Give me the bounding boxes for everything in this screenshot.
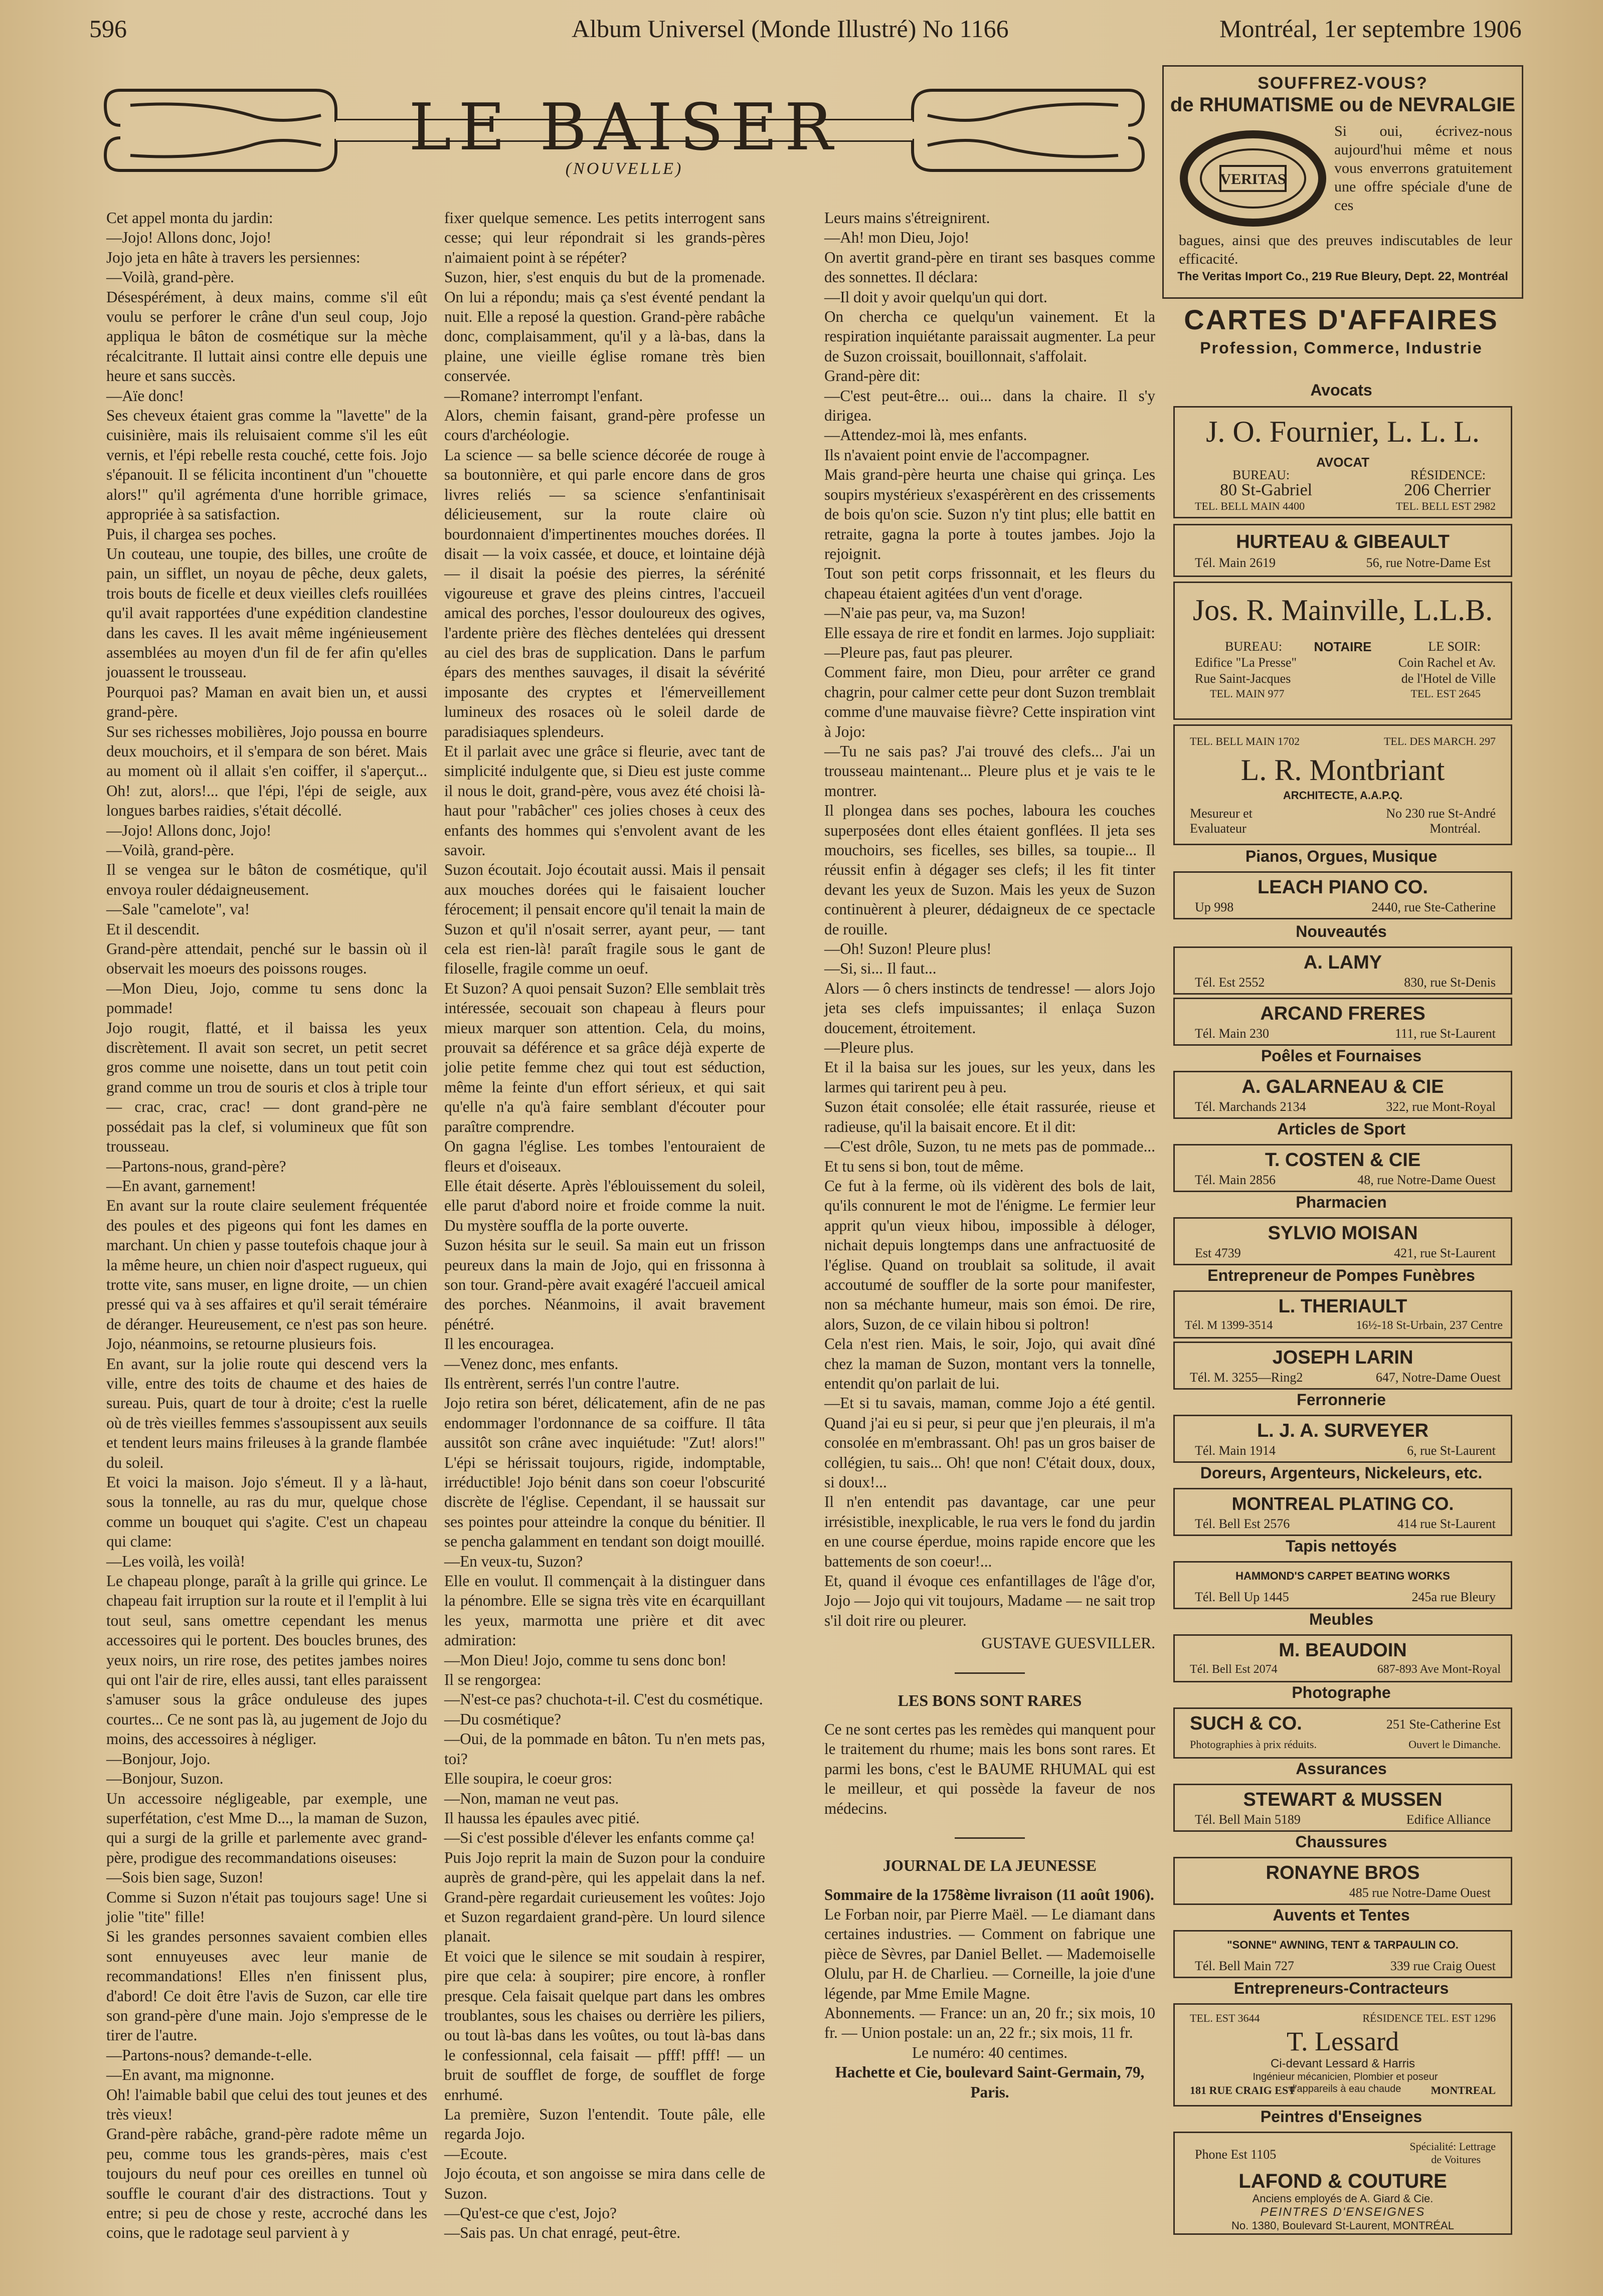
story-paragraph: Ils entrèrent, serrés l'un contre l'autre. [444, 1374, 680, 1392]
story-paragraph: Et Suzon? A quoi pensait Suzon? Elle semblait très intéressée, secouait son chapeau à fleurs pour mieux marquer son attention. Cela, du moins, prouvait sa déférence et sa grâce déjà experte de jolie petite femme chez qui tout est séduction, même la feinte d'un effort sérieux, et qui sait qu'elle n'a qu'à faire semblant d'écouter pour paraître comprendre. [444, 979, 765, 1135]
story-paragraph: Grand-père rabâche, grand-père radote même un peu, comme tous les grands-pères, mais c'est toujours du neuf pour ces oreilles en tunnel où souffle le courant d'air des distractions. Tout y entre; si peu de chose y reste, accroché dans les coins, que le radotage seul parvient à y [106, 2125, 427, 2242]
story-paragraph: Tout son petit corps frissonnait, et les fleurs du chapeau étaient agitées d'un vent d'orage. [824, 564, 1155, 602]
lamy-phone: Tél. Est 2552 [1195, 975, 1265, 990]
ad-lessard [1173, 2003, 1512, 2107]
fournier-name: J. O. Fournier, L. L. L. [1206, 415, 1480, 448]
story-paragraph: —Venez donc, mes enfants. [444, 1355, 619, 1373]
fournier-bureau-address: 80 St-Gabriel [1220, 481, 1313, 499]
story-paragraph: —Mon Dieu, Jojo, comme tu sens donc la pommade! [106, 979, 427, 1017]
category-photographe: Photographe [1292, 1683, 1391, 1701]
category-peintres: Peintres d'Enseignes [1260, 2108, 1422, 2126]
lafond-trade: PEINTRES D'ENSEIGNES [1260, 2205, 1426, 2219]
surveyer-phone: Tél. Main 1914 [1195, 1443, 1276, 1458]
journal-title: JOURNAL DE LA JEUNESSE [883, 1856, 1097, 1875]
story-paragraph: —N'aie pas peur, va, ma Suzon! [824, 604, 1026, 622]
story-paragraph: On avertit grand-père en tirant ses basques comme des sonnettes. Il déclara: [824, 248, 1155, 286]
lessard-name: T. Lessard [1287, 2026, 1399, 2056]
story-paragraph: Ses cheveux étaient gras comme la "lavette" de la cuisinière, mais ils reluisaient comme s'il les eût vernis, et l'épi rebelle resta couché, cette fois. Jojo s'épanouit. Il se félicita incontinent d'un "chouette alors!" qu'il agrémenta d'une horrible grimace, appropriée à sa satisfaction. [106, 407, 427, 523]
category-auvents: Auvents et Tentes [1273, 1906, 1410, 1924]
stewart-phone: Tél. Bell Main 5189 [1195, 1812, 1301, 1827]
larin-name: JOSEPH LARIN [1272, 1347, 1413, 1368]
story-paragraph: Ils n'avaient point envie de l'accompagner. [824, 446, 1090, 464]
journal-publisher: Hachette et Cie, boulevard Saint-Germain, 79, Paris. [835, 2063, 1145, 2101]
hammond-name: HAMMOND'S CARPET BEATING WORKS [1235, 1570, 1450, 1582]
ad-costen [1173, 1144, 1512, 1192]
ad-beaudoin [1173, 1634, 1512, 1682]
montbriant-role: ARCHITECTE, A.A.P.Q. [1283, 789, 1403, 802]
story-paragraph: —En veux-tu, Suzon? [444, 1552, 583, 1570]
story-subtitle: (NOUVELLE) [565, 159, 683, 178]
story-paragraph: —Qu'est-ce que c'est, Jojo? [444, 2204, 617, 2222]
lessard-city: MONTREAL [1431, 2084, 1496, 2096]
such-name: SUCH & CO. [1190, 1713, 1302, 1734]
story-paragraph: Comment faire, mon Dieu, pour arrêter ce grand chagrin, pour calmer cette peur dont Suzon tremblait comme d'une mauvaise fièvre? Cette inspiration vint à Jojo: [824, 663, 1155, 740]
mainville-name: Jos. R. Mainville, L.L.B. [1192, 594, 1493, 627]
ad-theriault [1173, 1290, 1512, 1338]
costen-phone: Tél. Main 2856 [1195, 1173, 1276, 1187]
larin-phone: Tél. M. 3255—Ring2 [1190, 1370, 1303, 1385]
issue-date: Montréal, 1er septembre 1906 [1219, 15, 1522, 43]
story-paragraph: Cela n'est rien. Mais, le soir, Jojo, qui avait dîné chez la maman de Suzon, montant vers la tonnelle, entendit qu'on parlait de lui. [824, 1335, 1155, 1392]
theriault-phone: Tél. M 1399-3514 [1185, 1319, 1273, 1332]
story-paragraph: —Partons-nous? demande-t-elle. [106, 2046, 312, 2064]
divider [955, 1672, 1025, 1674]
story-paragraph: Elle en voulut. Il commençait à la distinguer dans la pénombre. Elle se signa très vite en écarquillant les yeux, marmotta une prière et dit avec admiration: [444, 1572, 765, 1649]
category-pianos: Pianos, Orgues, Musique [1245, 847, 1438, 865]
ad-hurteau [1173, 524, 1512, 577]
mainville-right-2: de l'Hotel de Ville [1401, 671, 1496, 686]
ad-sonne [1173, 1930, 1512, 1978]
story-paragraph: —Si c'est possible d'élever les enfants comme ça! [444, 1829, 756, 1847]
story-paragraph: —Jojo! Allons donc, Jojo! [106, 821, 272, 839]
category-avocats: Avocats [1310, 381, 1372, 399]
category-poeles: Poêles et Fournaises [1261, 1047, 1422, 1065]
story-paragraph: —Sale "camelote", va! [106, 900, 250, 918]
category-pompes-funebres: Entrepreneur de Pompes Funèbres [1207, 1266, 1475, 1284]
galarneau-phone: Tél. Marchands 2134 [1195, 1099, 1306, 1114]
story-paragraph: Leurs mains s'étreignirent. [824, 209, 990, 227]
story-paragraph: Suzon hésita sur le seuil. Sa main eut un frisson peureux dans la main de Jojo, qui en frissonna à son tour. Grand-père avait exagéré l'accueil amical des porches. Néanmoins, il avait bravement pénétré. [444, 1236, 765, 1333]
ad-such [1173, 1707, 1512, 1759]
story-paragraph: —Romane? interrompt l'enfant. [444, 387, 643, 405]
remedies-body: Ce ne sont certes pas les remèdes qui manquent pour le traitement du rhume; mais les bons sont rares. Et parmi les bons, c'est le BAUME RHUMAL qui est le meilleur, et qui possède la faveur de nos médecins. [824, 1720, 1155, 1817]
story-paragraph: Mais grand-père heurta une chaise qui grinça. Les soupirs mystérieux s'exaspérèrent en des crissements de bois qu'on scie. Suzon n'y tint plus; elle battit en retraite, gagna la porte à toutes jambes. Jojo la rejoignit. [824, 466, 1155, 562]
lafond-former: Anciens employés de A. Giard & Cie. [1252, 2192, 1434, 2205]
story-paragraph: —En avant, ma mignonne. [106, 2066, 275, 2084]
story-paragraph: Pourquoi pas? Maman en avait bien un, et aussi grand-père. [106, 683, 427, 721]
lafond-specialty-2: de Voitures [1431, 2153, 1481, 2166]
ad-montbriant [1173, 724, 1512, 845]
story-column-2 [444, 208, 765, 2243]
author-signature: GUSTAVE GUESVILLER. [981, 1634, 1155, 1652]
story-paragraph: Elle était déserte. Après l'éblouissement du soleil, elle parut d'abord noire et froide comme la nuit. Du mystère souffla de la porte ouverte. [444, 1177, 765, 1234]
story-title: LE BAISER [409, 90, 840, 165]
story-paragraph: —Sais pas. Un chat enragé, peut-être. [444, 2224, 681, 2242]
story-paragraph: Désespérément, à deux mains, comme s'il eût voulu se perforer le crâne d'un seul coup, Jojo appliqua le bâton de cosmétique sur la mèche récalcitrante. Il luttait ainsi contre elle depuis une heure et sans succès. [106, 288, 427, 385]
journal-body: Le Forban noir, par Pierre Maël. — Le diamant dans certaines industries. — Comment on fabrique une pièce de Sèvres, par Daniel Bellet. — Mademoiselle Olulu, par H. de Charlieu. — Corneille, la joie d'une légende, par Mme Emile Magne. [824, 1905, 1155, 2002]
sonne-name: "SONNE" AWNING, TENT & TARPAULIN CO. [1227, 1939, 1459, 1951]
story-paragraph: Il haussa les épaules avec pitié. [444, 1809, 640, 1827]
beaudoin-name: M. BEAUDOIN [1279, 1640, 1407, 1661]
lessard-former: Ci-devant Lessard & Harris [1270, 2057, 1415, 2070]
costen-name: T. COSTEN & CIE [1265, 1150, 1421, 1171]
category-entrepreneurs: Entrepreneurs-Contracteurs [1233, 1979, 1449, 1997]
hurteau-address: 56, rue Notre-Dame Est [1366, 555, 1491, 570]
such-note-right: Ouvert le Dimanche. [1408, 1738, 1501, 1751]
galarneau-address: 322, rue Mont-Royal [1386, 1099, 1496, 1114]
montbriant-phone-left: TEL. BELL MAIN 1702 [1190, 735, 1300, 747]
story-paragraph: —Et si tu savais, maman, comme Jojo a été gentil. Quand j'ai eu si peur, si peur que j'en pleurais, il m'a consolée en m'embrassant. Oh! pas un gros baiser de collégien, tu sais... Oh! que non! C'était doux, doux, si doux!... [824, 1394, 1155, 1491]
arcand-name: ARCAND FRERES [1260, 1003, 1426, 1024]
ronayne-name: RONAYNE BROS [1266, 1862, 1420, 1883]
category-meubles: Meubles [1309, 1610, 1374, 1628]
story-paragraph: Si les grandes personnes savaient combien elles sont ennuyeuses avec leur manie de recommandations! Elles n'en finissent plus, d'abord! Ce doit être l'avis de Suzon, car elle tire son grand-père d'une main. Jojo s'empresse de le tirer de l'autre. [106, 1928, 427, 2044]
fournier-residence-phone: TEL. BELL EST 2982 [1395, 500, 1496, 512]
business-cards-subtitle: Profession, Commerce, Industrie [1200, 339, 1483, 357]
hurteau-name: HURTEAU & GIBEAULT [1236, 531, 1450, 552]
montbriant-phone-right: TEL. DES MARCH. 297 [1383, 735, 1496, 747]
story-paragraph: —N'est-ce pas? chuchota-t-il. C'est du cosmétique. [444, 1690, 763, 1708]
such-address: 251 Ste-Catherine Est [1386, 1717, 1501, 1732]
story-paragraph: Cet appel monta du jardin: [106, 209, 273, 227]
story-paragraph: —Partons-nous, grand-père? [106, 1157, 286, 1175]
story-paragraph: —Jojo! Allons donc, Jojo! [106, 229, 272, 247]
hurteau-phone: Tél. Main 2619 [1195, 555, 1276, 570]
mainville-left-1: Edifice "La Presse" [1195, 655, 1297, 670]
ad-plating [1173, 1488, 1512, 1536]
ad-moisan [1173, 1217, 1512, 1265]
story-paragraph: —Aïe donc! [106, 387, 185, 405]
divider [955, 1837, 1025, 1839]
plating-name: MONTREAL PLATING CO. [1231, 1493, 1454, 1514]
category-chaussures: Chaussures [1295, 1833, 1387, 1851]
ad-surveyer [1173, 1415, 1512, 1463]
rheumatism-ad [1162, 65, 1523, 299]
plating-address: 414 rue St-Laurent [1397, 1516, 1496, 1531]
ring-illustration [1178, 126, 1328, 231]
lessard-trade: Ingénieur mécanicien, Plombier et poseur d'appareils à eau chaude [1253, 2071, 1438, 2094]
story-title-banner [100, 70, 1148, 185]
story-paragraph: —Pleure plus. [824, 1039, 914, 1057]
rhum-ad-text-2: bagues, ainsi que des preuves indiscutables de leur efficacité. [1179, 232, 1512, 267]
story-paragraph: Jojo retira son béret, délicatement, afin de ne pas endommager l'ordonnance de sa coiffure. Il tâta aussitôt son crâne avec inquiétude: "Zut! alors!" L'épi se hérissait toujours, rigide, indomptable, irréductible! Jojo bénit dans son coeur l'obscurité discrète de l'église. Cependant, il se haussait sur ses pointes pour atteindre la conque du bénitier. Il se pencha galamment en tendant son doigt mouillé. [444, 1394, 765, 1551]
moisan-address: 421, rue St-Laurent [1394, 1246, 1496, 1260]
montbriant-name: L. R. Montbriant [1240, 753, 1445, 787]
lafond-address: No. 1380, Boulevard St-Laurent, MONTRÉAL [1231, 2219, 1454, 2232]
journal-summary-title: Sommaire de la 1758ème livraison (11 août 1906). [824, 1885, 1154, 1903]
rhum-ad-text: Si oui, écrivez-nous aujourd'hui même et nous vous enverrons gratuitement une offre spéciale d'une de ces [1334, 123, 1512, 214]
story-paragraph: Sur ses richesses mobilières, Jojo poussa en bourre deux mouchoirs, et il s'empara de son béret. Mais au moment où il allait s'en coiffer, il s'aperçut... Oh! zut, alors!... que l'épi, l'épi de seigle, aux longues barbes raidies, s'était décollé. [106, 722, 427, 820]
story-paragraph: Et il descendit. [106, 920, 200, 938]
leach-name: LEACH PIANO CO. [1258, 877, 1428, 898]
story-paragraph: Puis, il chargea ses poches. [106, 525, 276, 543]
fournier-role: AVOCAT [1316, 455, 1369, 470]
hammond-phone: Tél. Bell Up 1445 [1195, 1590, 1289, 1604]
story-paragraph: Jojo jeta en hâte à travers les persiennes: [106, 248, 361, 266]
story-paragraph: —En avant, garnement! [106, 1177, 256, 1195]
stewart-name: STEWART & MUSSEN [1243, 1789, 1443, 1810]
story-paragraph: Et, quand il évoque ces enfantillages de l'âge d'or, Jojo — Jojo qui vit toujours, Madame — ne sait trop s'il doit rire ou pleurer. [824, 1572, 1155, 1629]
story-paragraph: Il les encouragea. [444, 1335, 555, 1353]
fournier-residence-address: 206 Cherrier [1404, 481, 1491, 499]
mainville-right-1: Coin Rachel et Av. [1398, 655, 1496, 670]
story-paragraph: —Non, maman ne veut pas. [444, 1789, 619, 1807]
story-paragraph: Suzon était consolée; elle était rassurée, rieuse et radieuse, qu'il la baisait encore. Et il dit: [824, 1098, 1155, 1135]
story-paragraph: Elle soupira, le coeur gros: [444, 1770, 613, 1788]
story-paragraph: Grand-père attendait, penché sur le bassin où il observait les moeurs des poissons rouges. [106, 940, 427, 978]
larin-address: 647, Notre-Dame Ouest [1375, 1370, 1501, 1385]
lessard-phone-left: TEL. EST 3644 [1190, 2012, 1260, 2024]
story-paragraph: —Tu ne sais pas? J'ai trouvé des clefs... J'ai un trousseau maintenant... Pleure plus et je vais te le montrer. [824, 742, 1155, 800]
montbriant-right-1: No 230 rue St-André [1386, 806, 1496, 821]
leach-address: 2440, rue Ste-Catherine [1371, 900, 1496, 914]
arcand-phone: Tél. Main 230 [1195, 1026, 1270, 1041]
leach-phone: Up 998 [1195, 900, 1234, 914]
category-assurances: Assurances [1296, 1760, 1387, 1778]
ad-stewart [1173, 1784, 1512, 1832]
story-paragraph: Un accessoire négligeable, par exemple, une superfétation, c'est Mme D..., la maman de Suzon, qui a surgi de la grille et parlemente avec grand-père, prodigue des recommandations oiseuses: [106, 1789, 427, 1866]
montbriant-left-1: Mesureur et [1190, 806, 1253, 821]
lamy-address: 830, rue St-Denis [1404, 975, 1496, 990]
such-note-left: Photographies à prix réduits. [1190, 1738, 1317, 1751]
story-paragraph: —Si, si... Il faut... [824, 960, 937, 978]
theriault-address: 16½-18 St-Urbain, 237 Centre [1356, 1319, 1503, 1332]
arcand-address: 111, rue St-Laurent [1395, 1026, 1496, 1041]
story-paragraph: Elle essaya de rire et fondit en larmes. Jojo suppliait: [824, 624, 1155, 642]
ad-lamy [1173, 946, 1512, 995]
ad-mainville [1173, 582, 1512, 720]
story-paragraph: Il se vengea sur le bâton de cosmétique, qu'il envoya rouler dédaigneusement. [106, 861, 427, 898]
story-paragraph: —Du cosmétique? [444, 1710, 561, 1728]
lafond-specialty-1: Spécialité: Lettrage [1409, 2140, 1496, 2153]
story-paragraph: Il plongea dans ses poches, laboura les couches superposées dont elles étaient gonflées. Il jeta ses mouchoirs, ses ficelles, ses billes, sa toupie... Il réussit enfin à dégager ses clefs; il les fit tinter devant les yeux de Suzon. Mais les yeux de Suzon continuèrent à pleurer, dédaigneux de ce spectacle de rouille. [824, 802, 1155, 938]
story-paragraph: En avant, sur la jolie route qui descend vers la ville, entre des toits de chaume et des haies de sureau. Puis, quart de tour à droite; c'est la ruelle où de très vieilles femmes s'assoupissent aux seuils et tendent leurs mains frileuses à la grande flambée du soleil. [106, 1355, 427, 1471]
category-doreurs: Doreurs, Argenteurs, Nickeleurs, etc. [1200, 1464, 1483, 1482]
lessard-address: 181 RUE CRAIG EST [1190, 2084, 1296, 2096]
story-paragraph: —Il doit y avoir quelqu'un qui dort. [824, 288, 1047, 306]
beaudoin-phone: Tél. Bell Est 2074 [1190, 1663, 1278, 1676]
story-paragraph: Et il la baisa sur les joues, sur les yeux, dans les larmes qui tarirent peu à peu. [824, 1058, 1155, 1096]
story-paragraph: Et voici que le silence se mit soudain à respirer, pire que cela: à soupirer; pire encore, à ronfler presque. Cela faisait quelque part dans les ombres troublantes, sous les chaises ou derrière les piliers, ou tout là-bas dans les voûtes, ou tout là-bas dans le confessionnal, cela faisait — pfff! pfff! — un bruit de soufflet de forge, de soufflet de forge enrhumé. [444, 1947, 765, 2103]
lamy-name: A. LAMY [1303, 952, 1382, 973]
story-paragraph: En avant sur la route claire seulement fréquentée des poules et des pigeons qui font les dames en marchant. Un chien y passe toutefois chaque jour à la même heure, un chien noir d'aspect rugueux, qui trotte vite, sans muser, en ligne droite, — un chien pressé qui va à ses affaires et qu'il serait téméraire de déranger. Heureusement, ce n'est pas son heure. Jojo, néanmoins, se retourne plusieurs fois. [106, 1197, 427, 1353]
story-paragraph: —Sois bien sage, Suzon! [106, 1868, 264, 1886]
story-paragraph: —Les voilà, les voilà! [106, 1552, 246, 1570]
ad-fournier [1173, 406, 1512, 518]
story-paragraph: fixer quelque semence. Les petits interrogent sans cesse; qui leur répondrait si les grands-pères n'aimaient point à se répéter? [444, 209, 765, 266]
story-paragraph: —Bonjour, Jojo. [106, 1750, 211, 1768]
journal-subscriptions: Abonnements. — France: un an, 20 fr.; six mois, 10 fr. — Union postale: un an, 22 fr.; six mois, 11 fr. [824, 2004, 1155, 2042]
mainville-bureau: BUREAU: [1225, 639, 1283, 654]
story-paragraph: Oh! l'aimable babil que celui des tout jeunes et des très vieux! [106, 2085, 427, 2123]
mainville-left-2: Rue Saint-Jacques [1195, 671, 1291, 686]
story-paragraph: Comme si Suzon n'était pas toujours sage! Une si jolie "tite" fille! [106, 1888, 427, 1926]
story-paragraph: La science — sa belle science décorée de rouge à sa boutonnière, et qui parle encore dans de gros livres reliés — sa science s'enfantinisait délicieusement, sur la route claire où bourdonnaient d'impertinentes mouches dorées. Il disait — la voix cassée, et douce, et lointaine déjà — il disait la poésie des pierres, la sérénité vigoureuse et grave des pleins cintres, l'accueil amical des porches, l'essor douloureux des ogives, l'ardente prière des flèches dentelées qui dressent au ciel des bras de supplication. Dans le parfum épars des menthes sauvages, il disait la sévérité imposante des cryptes et l'émerveillement lumineux des rosaces où le soleil darde de paradisiaques splendeurs. [444, 446, 765, 740]
rhum-ad-address: The Veritas Import Co., 219 Rue Bleury, Dept. 22, Montréal [1177, 270, 1508, 283]
lessard-phone-right: RÉSIDENCE TEL. EST 1296 [1362, 2012, 1496, 2024]
story-paragraph: La première, Suzon l'entendit. Toute pâle, elle regarda Jojo. [444, 2106, 765, 2143]
category-nouveautes: Nouveautés [1296, 922, 1387, 940]
business-cards-title: CARTES D'AFFAIRES [1184, 304, 1499, 335]
story-paragraph: Un couteau, une toupie, des billes, une croûte de pain, un sifflet, un noyau de pêche, deux galets, trois bouts de ficelle et deux vieilles clefs rouillées qu'il avait rapportées d'une expédition clandestine dans les caves. Il les avait même ingénieusement assemblées au moyen d'un fil de fer afin qu'elles jouassent le trousseau. [106, 544, 427, 681]
story-paragraph: Le chapeau plonge, paraît à la grille qui grince. Le chapeau fait irruption sur la route et il l'emplit à lui tout seul, sans omettre cependant les menus accessoires qui le portent. Des boucles brunes, des yeux noirs, un rire rose, des petites jambes noires qui ont l'air de rire, elles aussi, tant elles paraissent s'amuser sous la grâce onduleuse des jupes courtes... Ce ne sont pas là, au jugement de Jojo du moins, des accessoires à négliger. [106, 1572, 427, 1748]
fournier-bureau-label: BUREAU: [1232, 468, 1290, 482]
category-sport: Articles de Sport [1277, 1120, 1406, 1138]
galarneau-name: A. GALARNEAU & CIE [1241, 1076, 1444, 1097]
story-paragraph: —Oh! Suzon! Pleure plus! [824, 940, 992, 958]
story-paragraph: Alors — ô chers instincts de tendresse! — alors Jojo jeta ses clefs impuissantes; il enlaça Suzon doucement, étroitement. [824, 979, 1155, 1037]
rhum-ad-subheadline: de RHUMATISME ou de NEVRALGIE [1170, 94, 1516, 116]
story-paragraph: Il n'en entendit pas davantage, car une peur irrésistible, inexplicable, le rua vers le fond du jardin en une course éperdue, moins rapide encore que les battements de son coeur!... [824, 1493, 1155, 1570]
theriault-name: L. THERIAULT [1278, 1296, 1407, 1317]
advertising-sidebar [1162, 65, 1520, 2236]
surveyer-name: L. J. A. SURVEYER [1257, 1420, 1429, 1441]
story-paragraph: —Mon Dieu! Jojo, comme tu sens donc bon! [444, 1651, 727, 1669]
mainville-left-3: TEL. MAIN 977 [1210, 687, 1285, 700]
story-paragraph: —Pleure pas, faut pas pleurer. [824, 643, 1013, 661]
journal-price: Le numéro: 40 centimes. [912, 2043, 1068, 2061]
story-paragraph: Puis Jojo reprit la main de Suzon pour la conduire auprès de grand-père, qui les appelait dans la nef. Grand-père regardait curieusement les voûtes: Jojo et Suzon regardaient grand-père. Un lourd silence planait. [444, 1848, 765, 1946]
rhum-ad-headline: SOUFFREZ-VOUS? [1258, 74, 1428, 93]
fournier-residence-label: RÉSIDENCE: [1410, 468, 1486, 482]
publication-title: Album Universel (Monde Illustré) No 1166 [572, 15, 1009, 43]
story-paragraph: —Bonjour, Suzon. [106, 1770, 224, 1788]
story-paragraph: —Voilà, grand-père. [106, 268, 234, 286]
story-paragraph: Et voici la maison. Jojo s'émeut. Il y a là-haut, sous la tonnelle, au ras du mur, quelque chose comme un bouquet qui s'agite. C'est un chapeau qui clame: [106, 1473, 427, 1551]
page-number: 596 [89, 15, 127, 43]
story-paragraph: Jojo écouta, et son angoisse se mira dans celle de Suzon. [444, 2165, 765, 2202]
ad-ronayne [1173, 1857, 1512, 1905]
story-paragraph: Suzon écoutait. Jojo écoutait aussi. Mais il pensait aux mouches dorées qui le faisaient loucher férocement; il pensait encore qu'il tenait la main de Suzon et qu'il n'osait serrer, ayant peur, — tant cela est rien-là! paraît fragile sous le gant de filoselle, fragile comme un oeuf. [444, 861, 765, 978]
story-paragraph: Il se rengorgea: [444, 1671, 542, 1689]
story-paragraph: —C'est peut-être... oui... dans la chaire. Il s'y dirigea. [824, 387, 1155, 425]
story-paragraph: —Ah! mon Dieu, Jojo! [824, 229, 970, 247]
lafond-name: LAFOND & COUTURE [1238, 2170, 1447, 2192]
story-column-3-text [824, 208, 1155, 1630]
story-paragraph: Et il parlait avec une grâce si fleurie, avec tant de simplicité indulgente que, si Dieu est juste comme il nous le doit, grand-père, vous avez été choisi là-haut pour "rabâcher" ces jolies choses à ceux des enfants des hommes qui s'envolent avant de les savoir. [444, 742, 765, 859]
plating-phone: Tél. Bell Est 2576 [1195, 1516, 1290, 1531]
moisan-name: SYLVIO MOISAN [1268, 1223, 1418, 1244]
ad-leach [1173, 871, 1512, 919]
fournier-bureau-phone: TEL. BELL MAIN 4400 [1195, 500, 1305, 512]
montbriant-right-2: Montréal. [1430, 821, 1481, 836]
moisan-phone: Est 4739 [1195, 1246, 1241, 1260]
mainville-right-3: TEL. EST 2645 [1410, 687, 1481, 700]
story-column-1 [106, 208, 427, 2243]
stewart-address: Edifice Alliance [1406, 1812, 1491, 1827]
story-paragraph: Grand-père dit: [824, 367, 921, 385]
story-paragraph: On gagna l'église. Les tombes l'entouraient de fleurs et d'oiseaux. [444, 1137, 765, 1175]
ad-hammond [1173, 1561, 1512, 1609]
story-paragraph: —C'est drôle, Suzon, tu ne mets pas de pommade... Et tu sens si bon, tout de même. [824, 1137, 1155, 1175]
story-paragraph: —Attendez-moi là, mes enfants. [824, 426, 1027, 444]
story-paragraph: Alors, chemin faisant, grand-père professe un cours d'archéologie. [444, 407, 765, 444]
category-pharmacien: Pharmacien [1296, 1193, 1387, 1211]
sonne-phone: Tél. Bell Main 727 [1195, 1959, 1294, 1973]
story-paragraph: Suzon, hier, s'est enquis du but de la promenade. On lui a répondu; mais ça s'est éventé pendant la nuit. Elle a reposé la question. Grand-père rabâche donc, complaisamment, qu'il y a là-bas, dans la plaine, une vieille église romane très bien conservée. [444, 268, 765, 385]
ronayne-address: 485 rue Notre-Dame Ouest [1349, 1885, 1491, 1900]
ring-label: VERITAS [1220, 171, 1286, 187]
category-ferronnerie: Ferronnerie [1297, 1391, 1386, 1409]
category-tapis: Tapis nettoyés [1286, 1537, 1397, 1555]
costen-address: 48, rue Notre-Dame Ouest [1357, 1173, 1496, 1187]
surveyer-address: 6, rue St-Laurent [1407, 1443, 1496, 1458]
hammond-address: 245a rue Bleury [1411, 1590, 1496, 1604]
ad-galarneau [1173, 1071, 1512, 1119]
mainville-soir: LE SOIR: [1428, 639, 1481, 654]
montbriant-left-2: Evaluateur [1190, 821, 1246, 836]
sonne-address: 339 rue Craig Ouest [1390, 1959, 1496, 1973]
lafond-phone: Phone Est 1105 [1195, 2147, 1277, 2162]
ad-larin [1173, 1342, 1512, 1390]
story-column-3 [824, 208, 1155, 2102]
remedies-title: LES BONS SONT RARES [898, 1691, 1082, 1709]
story-paragraph: —Ecoute. [444, 2145, 507, 2163]
story-paragraph: —Oui, de la pommade en bâton. Tu n'en mets pas, toi? [444, 1730, 765, 1768]
story-paragraph: Jojo rougit, flatté, et il baissa les yeux discrètement. Il avait son secret, un petit secret gros comme une noisette, dans un tout petit coin grand comme un trou de souris et clos à triple tour — crac, crac, crac! — dont grand-père ne possédait pas la clef, si volumineux que fût son trousseau. [106, 1019, 427, 1156]
story-paragraph: On chercha ce quelqu'un vainement. Et la respiration inquiétante paraissait augmenter. La peur de Suzon croissait, bouillonnait, s'affolait. [824, 308, 1155, 365]
story-paragraph: Ce fut à la ferme, où ils vidèrent des bols de lait, qu'ils connurent le mot de l'énigme. Le fermier leur apprit qu'un vieux hibou, impossible à déloger, nichait depuis longtemps dans une anfractuosité de l'église. Quand on troublait sa solitude, il avait accoutumé de souffler de la sorte pour manifester, non sa méchante humeur, mais son émoi. De rire, alors, Suzon, de ce vilain hibou si poltron! [824, 1177, 1155, 1333]
ad-arcand [1173, 998, 1512, 1046]
ad-lafond [1173, 2132, 1512, 2235]
story-paragraph: —Voilà, grand-père. [106, 841, 234, 859]
beaudoin-address: 687-893 Ave Mont-Royal [1377, 1663, 1501, 1676]
mainville-role: NOTAIRE [1314, 639, 1372, 654]
